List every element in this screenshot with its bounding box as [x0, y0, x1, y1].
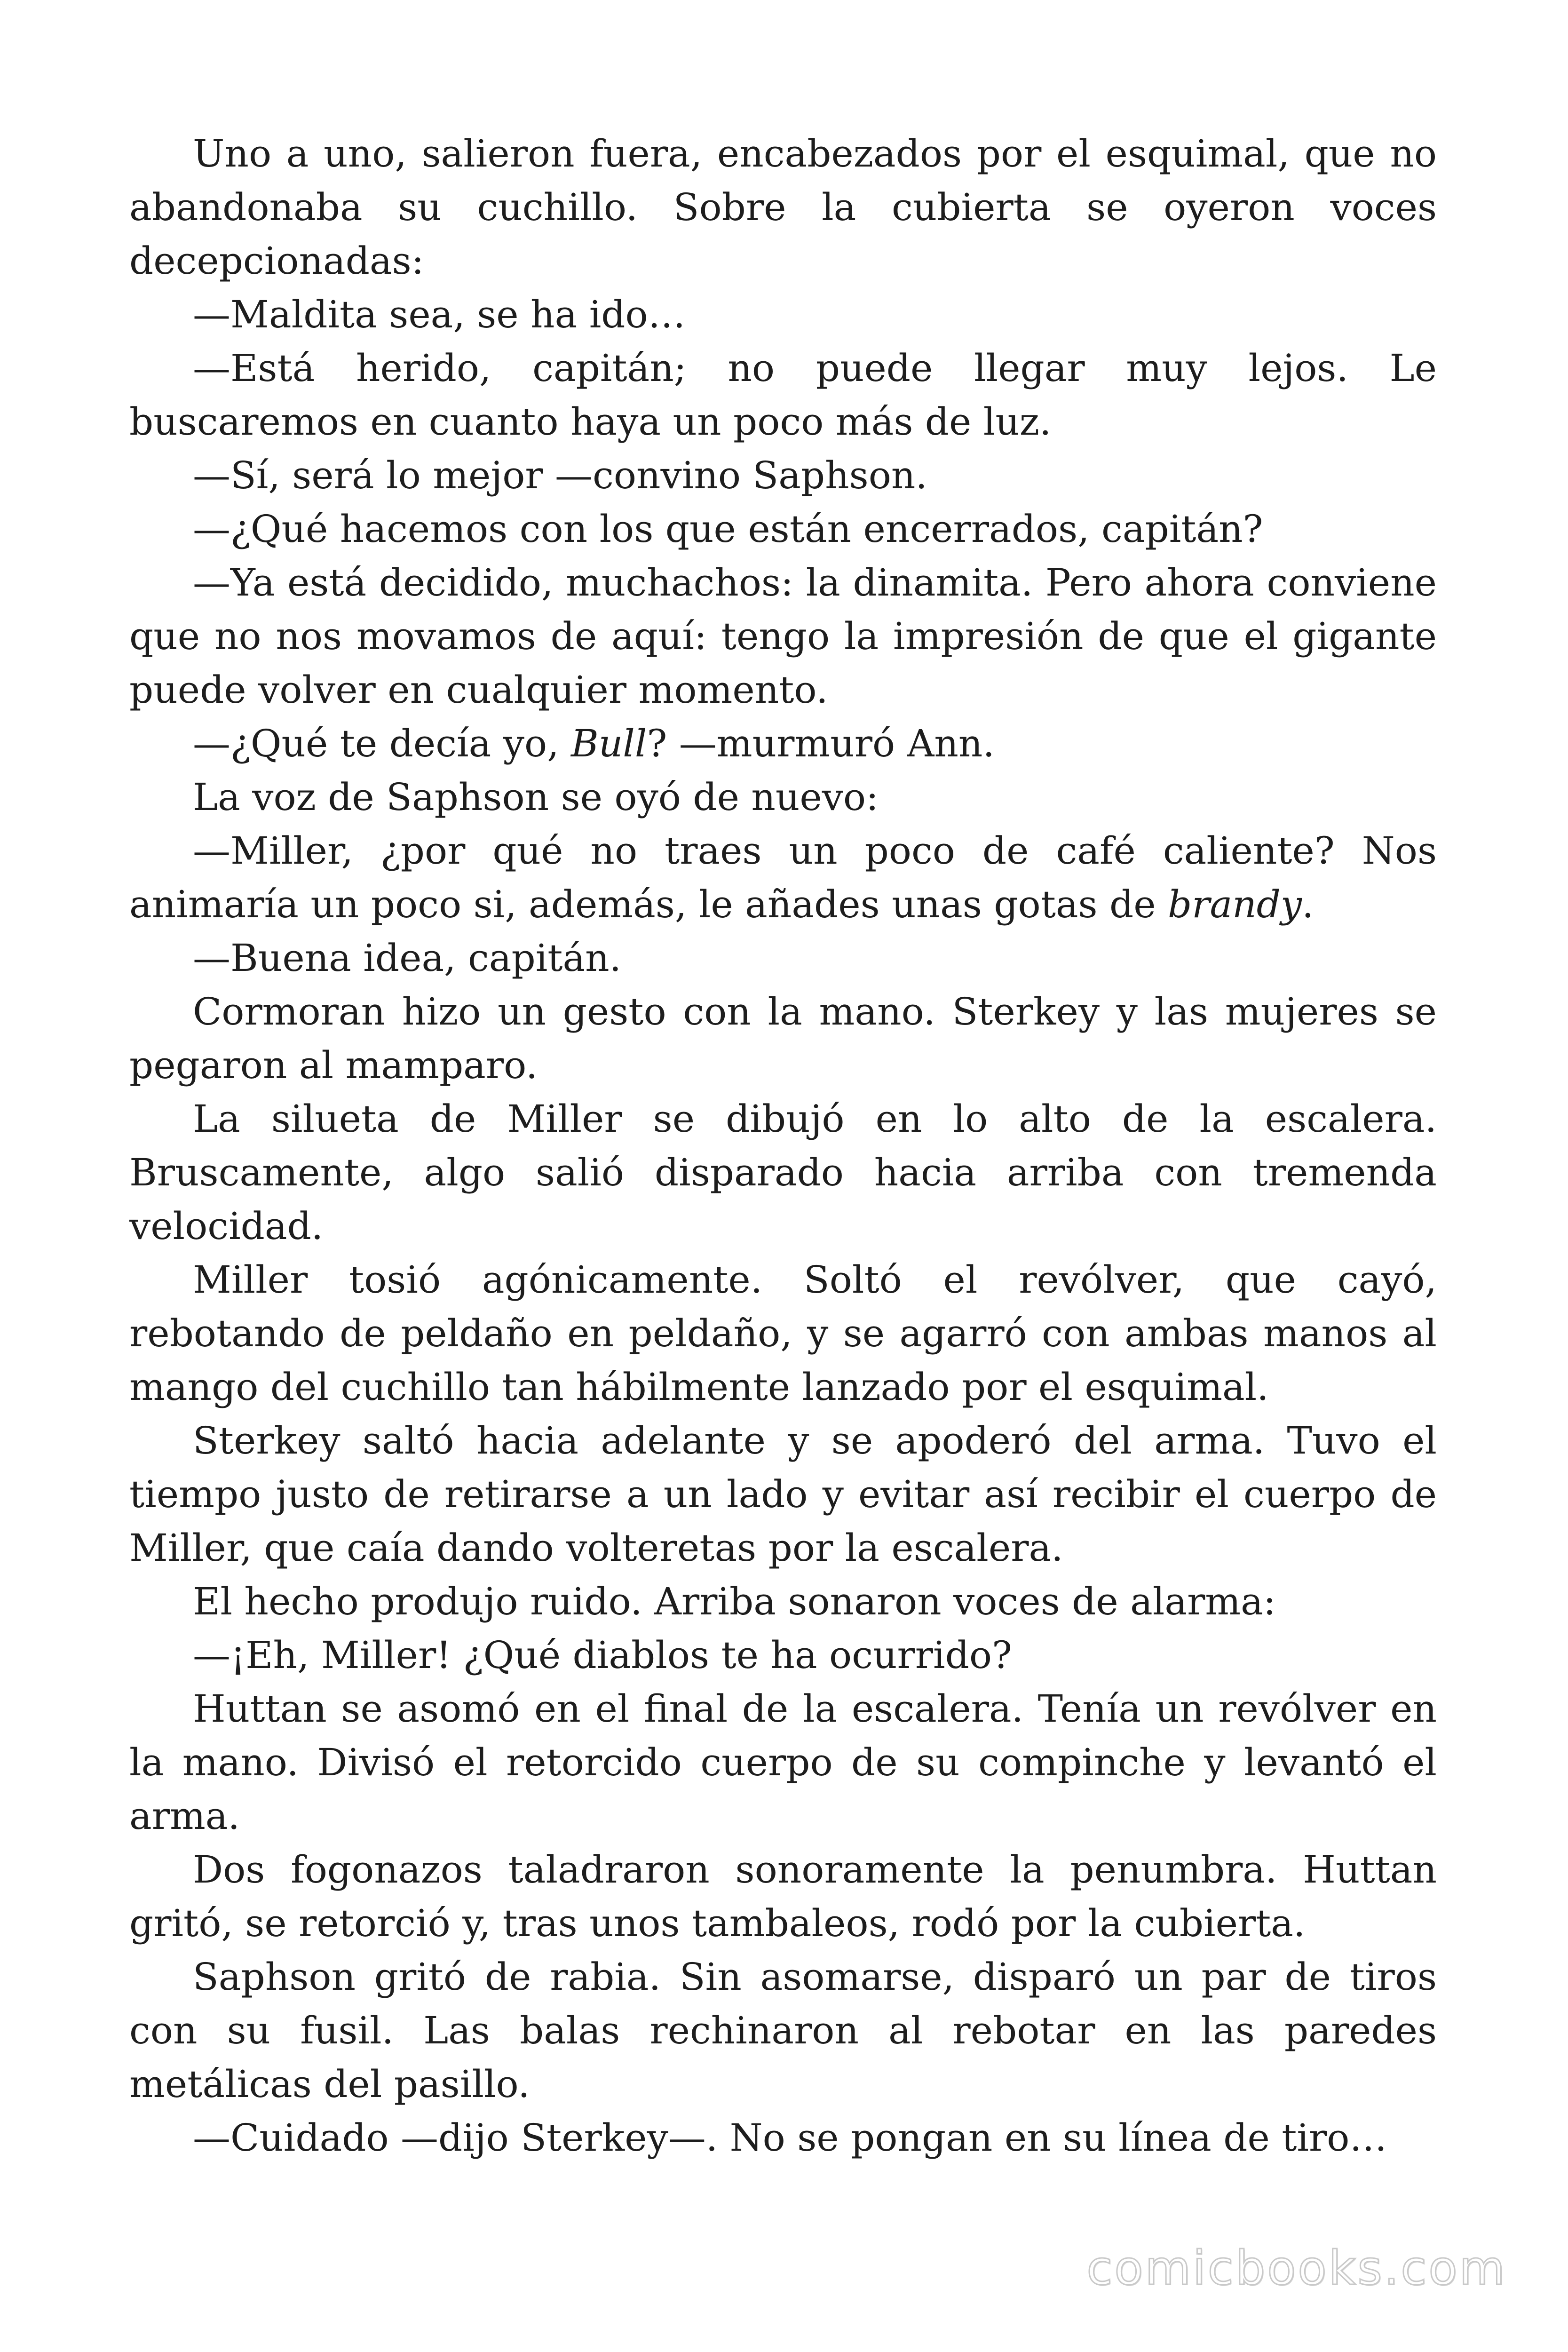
paragraph-11: Cormoran hizo un gesto con la mano. Sterkey y las mujeres se pegaron al mamparo.	[129, 990, 1437, 1087]
paragraph-5: —¿Qué hacemos con los que están encerrados, capitán?	[193, 507, 1263, 551]
paragraph-17: Huttan se asomó en el final de la escalera. Tenía un revólver en la mano. Divisó el retorcido cuerpo de su compinche y levantó el arma.	[129, 1687, 1437, 1838]
italic-word-bull: Bull	[570, 722, 647, 765]
watermark-logo: comicbooks.com	[1086, 2241, 1507, 2296]
paragraph-20: —Cuidado —dijo Sterkey—. No se pongan en su línea de tiro…	[193, 2116, 1387, 2160]
paragraph-10: —Buena idea, capitán.	[193, 936, 622, 980]
book-page-text	[129, 127, 1437, 2165]
italic-word-brandy: brandy	[1168, 882, 1302, 926]
paragraph-2: —Maldita sea, se ha ido…	[193, 293, 686, 336]
paragraph-4: —Sí, será lo mejor —convino Saphson.	[193, 453, 927, 497]
paragraph-7: —¿Qué te decía yo, Bull? —murmuró Ann.	[193, 722, 995, 765]
paragraph-1: Uno a uno, salieron fuera, encabezados por el esquimal, que no abandonaba su cuchillo. Sobre la cubierta se oyeron voces decepcionadas:	[129, 132, 1437, 283]
paragraph-12: La silueta de Miller se dibujó en lo alto de la escalera. Bruscamente, algo salió disparado hacia arriba con tremenda velocidad.	[129, 1097, 1437, 1248]
paragraph-9: —Miller, ¿por qué no traes un poco de café caliente? Nos animaría un poco si, además, le añades unas gotas de brandy.	[129, 829, 1437, 926]
paragraph-13: Miller tosió agónicamente. Soltó el revólver, que cayó, rebotando de peldaño en peldaño, y se agarró con ambas manos al mango del cuchillo tan hábilmente lanzado por el esquimal.	[129, 1258, 1437, 1409]
paragraph-15: El hecho produjo ruido. Arriba sonaron voces de alarma:	[193, 1580, 1276, 1623]
paragraph-3: —Está herido, capitán; no puede llegar muy lejos. Le buscaremos en cuanto haya un poco más de luz.	[129, 346, 1437, 444]
paragraph-14: Sterkey saltó hacia adelante y se apoderó del arma. Tuvo el tiempo justo de retirarse a un lado y evitar así recibir el cuerpo de Miller, que caía dando volteretas por la escalera.	[129, 1419, 1437, 1570]
paragraph-8: La voz de Saphson se oyó de nuevo:	[193, 775, 879, 819]
paragraph-6: —Ya está decidido, muchachos: la dinamita. Pero ahora conviene que no nos movamos de aquí: tengo la impresión de que el gigante puede volver en cualquier momento.	[129, 561, 1437, 712]
paragraph-16: —¡Eh, Miller! ¿Qué diablos te ha ocurrido?	[193, 1633, 1012, 1677]
paragraph-19: Saphson gritó de rabia. Sin asomarse, disparó un par de tiros con su fusil. Las balas rechinaron al rebotar en las paredes metálicas del pasillo.	[129, 1955, 1437, 2106]
paragraph-18: Dos fogonazos taladraron sonoramente la penumbra. Huttan gritó, se retorció y, tras unos tambaleos, rodó por la cubierta.	[129, 1848, 1437, 1945]
